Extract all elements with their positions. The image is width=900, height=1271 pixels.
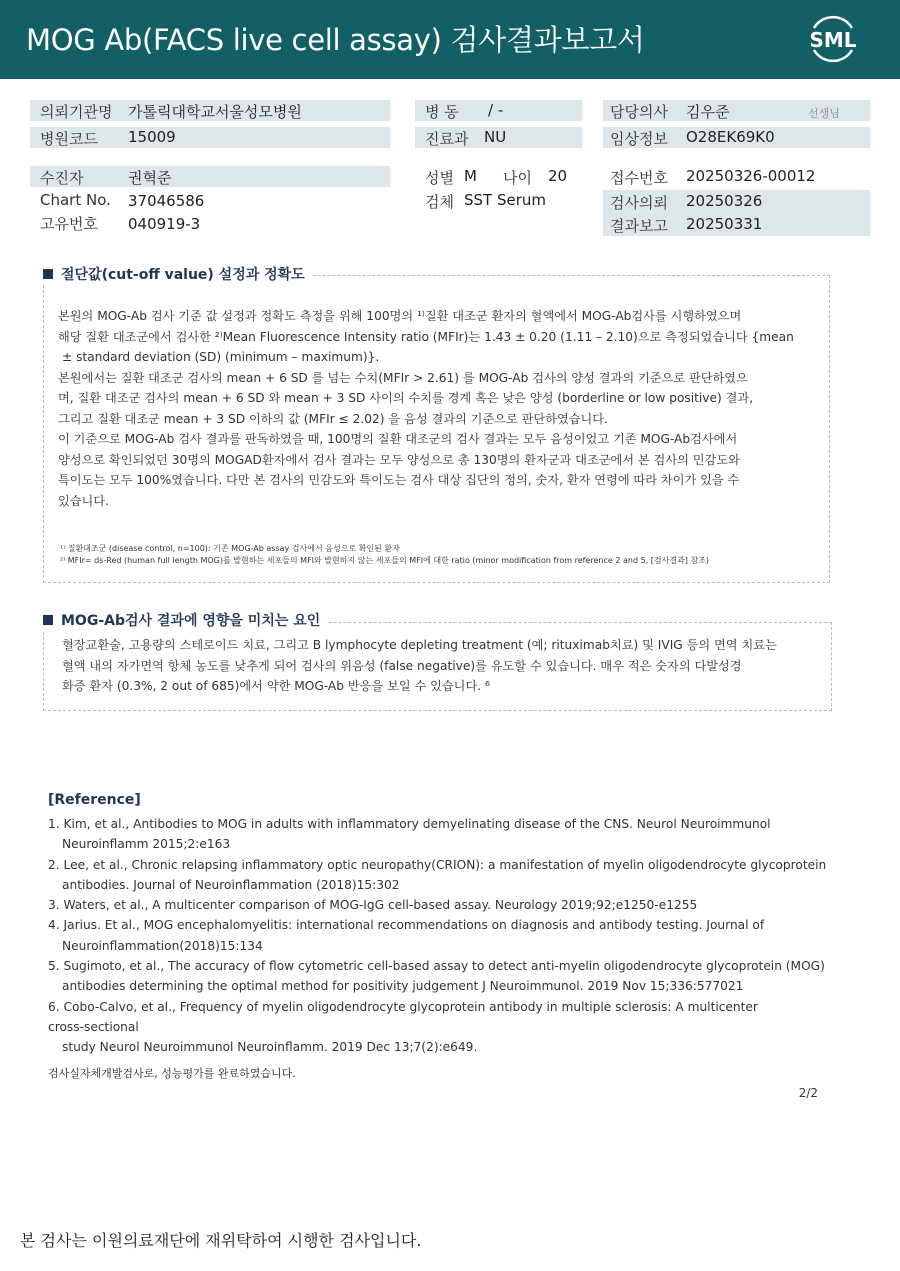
hospital-code-label: 병원코드 [40,130,98,148]
request-label: 검사의뢰 [610,194,668,212]
reference-line: Neuroinflammation(2018)15:134 [62,938,263,953]
evaluation-note: 검사실자체개발검사로, 성능평가를 완료하였습니다. [48,1067,296,1080]
cutoff-line: 있습니다. [58,493,109,508]
reference-list [48,814,826,1058]
cutoff-line: 며, 질환 대조군 검사의 mean + 6 SD 와 mean + 3 SD 사이의 수치를 경계 혹은 낮은 양성 (borderline or low positive) 결과, [58,391,754,405]
section-square-icon [43,615,53,625]
cutoff-line: 본원의 MOG-Ab 검사 기준 값 설정과 정확도 측정을 위해 100명의 ¹⁾질환 대조군 환자의 혈액에서 MOG-Ab검사를 시행하였으며 [58,309,742,323]
factors-line: 화증 환자 (0.3%, 2 out of 685)에서 약한 MOG-Ab 반응을 보일 수 있습니다. ⁶ [62,679,490,693]
cutoff-line: ± standard deviation (SD) (minimum – maximum)}. [62,350,380,364]
cutoff-section-title [43,264,311,284]
receipt-label: 접수번호 [610,169,668,187]
cutoff-line: 양성으로 확인되었던 30명의 MOGAD환자에서 검사 결과는 모두 양성으로 총 130명의 환자군과 대조군에서 본 검사의 민감도와 [58,452,740,467]
report-label: 결과보고 [610,217,668,235]
reference-line: antibodies. Journal of Neuroinflammation (2018)15:302 [62,877,400,892]
reference-line: 5. Sugimoto, et al., The accuracy of flow cytometric cell-based assay to detect anti-myelin oligodendrocyte glycoprotein (MOG) [48,959,825,974]
cutoff-footnote-2: ²⁾ MFIr= ds-Red (human full length MOG)를 발현하는 세포들의 MFI와 발현하지 않는 세포들의 MFI에 대한 ratio (minor modification from reference 2 and 5, [검사결과] 참조) [60,556,710,565]
specimen-value: SST Serum [464,191,547,209]
ward-value: / - [488,101,504,119]
request-value: 20250326 [686,192,763,210]
sml-logo [806,14,860,64]
factors-line: 혈액 내의 자가면역 항체 농도를 낮추게 되어 검사의 위음성 (false negative)를 유도할 수 있습니다. 매우 적은 숫자의 다발성경 [62,658,742,673]
reference-line: 4. Jarius. Et al., MOG encephalomyelitis: international recommendations on diagnosis and antibody testing. Journal of [48,918,765,933]
unique-label: 고유번호 [40,215,98,233]
section-square-icon [43,269,53,279]
footer-note: 본 검사는 이원의료재단에 재위탁하여 시행한 검사입니다. [20,1231,422,1250]
institution-value: 가톨릭대학교서울성모병원 [128,103,302,121]
hospital-code-value: 15009 [128,128,176,146]
report-title: MOG Ab(FACS live cell assay) 검사결과보고서 [26,23,645,57]
sex-value: M [464,167,477,185]
factors-section-title [43,610,326,630]
age-value: 20 [548,167,568,185]
cutoff-paragraph [58,306,823,511]
dept-label: 진료과 [425,130,469,148]
patient-label: 수진자 [40,169,84,187]
reference-line: 3. Waters, et al., A multicenter comparison of MOG-IgG cell-based assay. Neurology 2019;92;e1250-e1255 [48,898,698,913]
reference-line: antibodies determining the optimal method for positivity judgement J Neuroimmunol. 2019 Nov 15;336:577021 [62,979,744,994]
reference-line: cross-sectional [48,1019,139,1034]
specimen-label: 검체 [425,193,454,211]
reference-line: 1. Kim, et al., Antibodies to MOG in adults with inflammatory demyelinating disease of the CNS. Neurol Neuroimmunol [48,817,771,831]
dept-value: NU [484,128,507,146]
reference-title: [Reference] [48,792,141,808]
reference-line: 6. Cobo-Calvo, et al., Frequency of myelin oligodendrocyte glycoprotein antibody in multiple sclerosis: A multicenter [48,999,758,1014]
sex-label: 성별 [425,169,454,187]
reference-line: 2. Lee, et al., Chronic relapsing inflammatory optic neuropathy(CRION): a manifestation of myelin oligodendrocyte glycoprotein [48,857,827,872]
doctor-suffix: 선생님 [808,107,840,120]
factors-title-text: MOG-Ab검사 결과에 영향을 미치는 요인 [61,613,321,629]
age-label: 나이 [503,169,532,187]
doctor-value: 김우준 [686,103,730,121]
cutoff-line: 이 기준으로 MOG-Ab 검사 결과를 판독하였을 때, 100명의 질환 대조군의 검사 결과는 모두 음성이었고 기존 MOG-Ab검사에서 [58,432,738,446]
chart-value: 37046586 [128,192,205,210]
cutoff-line: 특이도는 모두 100%였습니다. 다만 본 검사의 민감도와 특이도는 검사 대상 집단의 정의, 숫자, 환자 연령에 따라 차이가 있을 수 [58,473,740,487]
ward-label: 병 동 [425,103,459,121]
doctor-label: 담당의사 [610,103,668,121]
factors-line: 혈장교환술, 고용량의 스테로이드 치료, 그리고 B lymphocyte depleting treatment (예; rituximab치료) 및 IVIG 등의 면역 치료는 [62,638,777,652]
cutoff-line: 그리고 질환 대조군 mean + 3 SD 이하의 값 (MFIr ≤ 2.02) 을 음성 결과의 기준으로 판단하였습니다. [58,411,608,426]
patient-value: 권혁준 [128,169,172,187]
cutoff-title-text: 절단값(cut-off value) 설정과 정확도 [61,267,305,283]
info-bar-patient [30,166,390,187]
receipt-value: 20250326-00012 [686,167,816,185]
report-header [0,0,900,79]
cutoff-line: 해당 질환 대조군에서 검사한 ²⁾Mean Fluorescence Intensity ratio (MFIr)는 1.43 ± 0.20 (1.11 – 2.10)으로 측정되었습니다 {mean [58,329,794,344]
chart-label: Chart No. [40,191,111,209]
factors-paragraph [62,635,822,697]
page-number: 2/2 [798,1086,818,1100]
logo-text: SML [809,28,857,52]
clinical-value: O28EK69K0 [686,128,775,146]
report-value: 20250331 [686,215,763,233]
cutoff-footnote-1: ¹⁾ 질환대조군 (disease control, n=100): 기존 MOG-Ab assay 검사에서 음성으로 확인된 환자 [60,544,400,553]
reference-line: study Neurol Neuroimmunol Neuroinflamm. 2019 Dec 13;7(2):e649. [62,1040,478,1055]
clinical-label: 임상정보 [610,130,668,148]
cutoff-line: 본원에서는 질환 대조군 검사의 mean + 6 SD 를 넘는 수치(MFIr > 2.61) 를 MOG-Ab 검사의 양성 결과의 기준으로 판단하였으 [58,370,748,385]
reference-line: Neuroinflamm 2015;2:e163 [62,837,231,852]
unique-value: 040919-3 [128,215,201,233]
institution-label: 의뢰기관명 [40,103,113,121]
